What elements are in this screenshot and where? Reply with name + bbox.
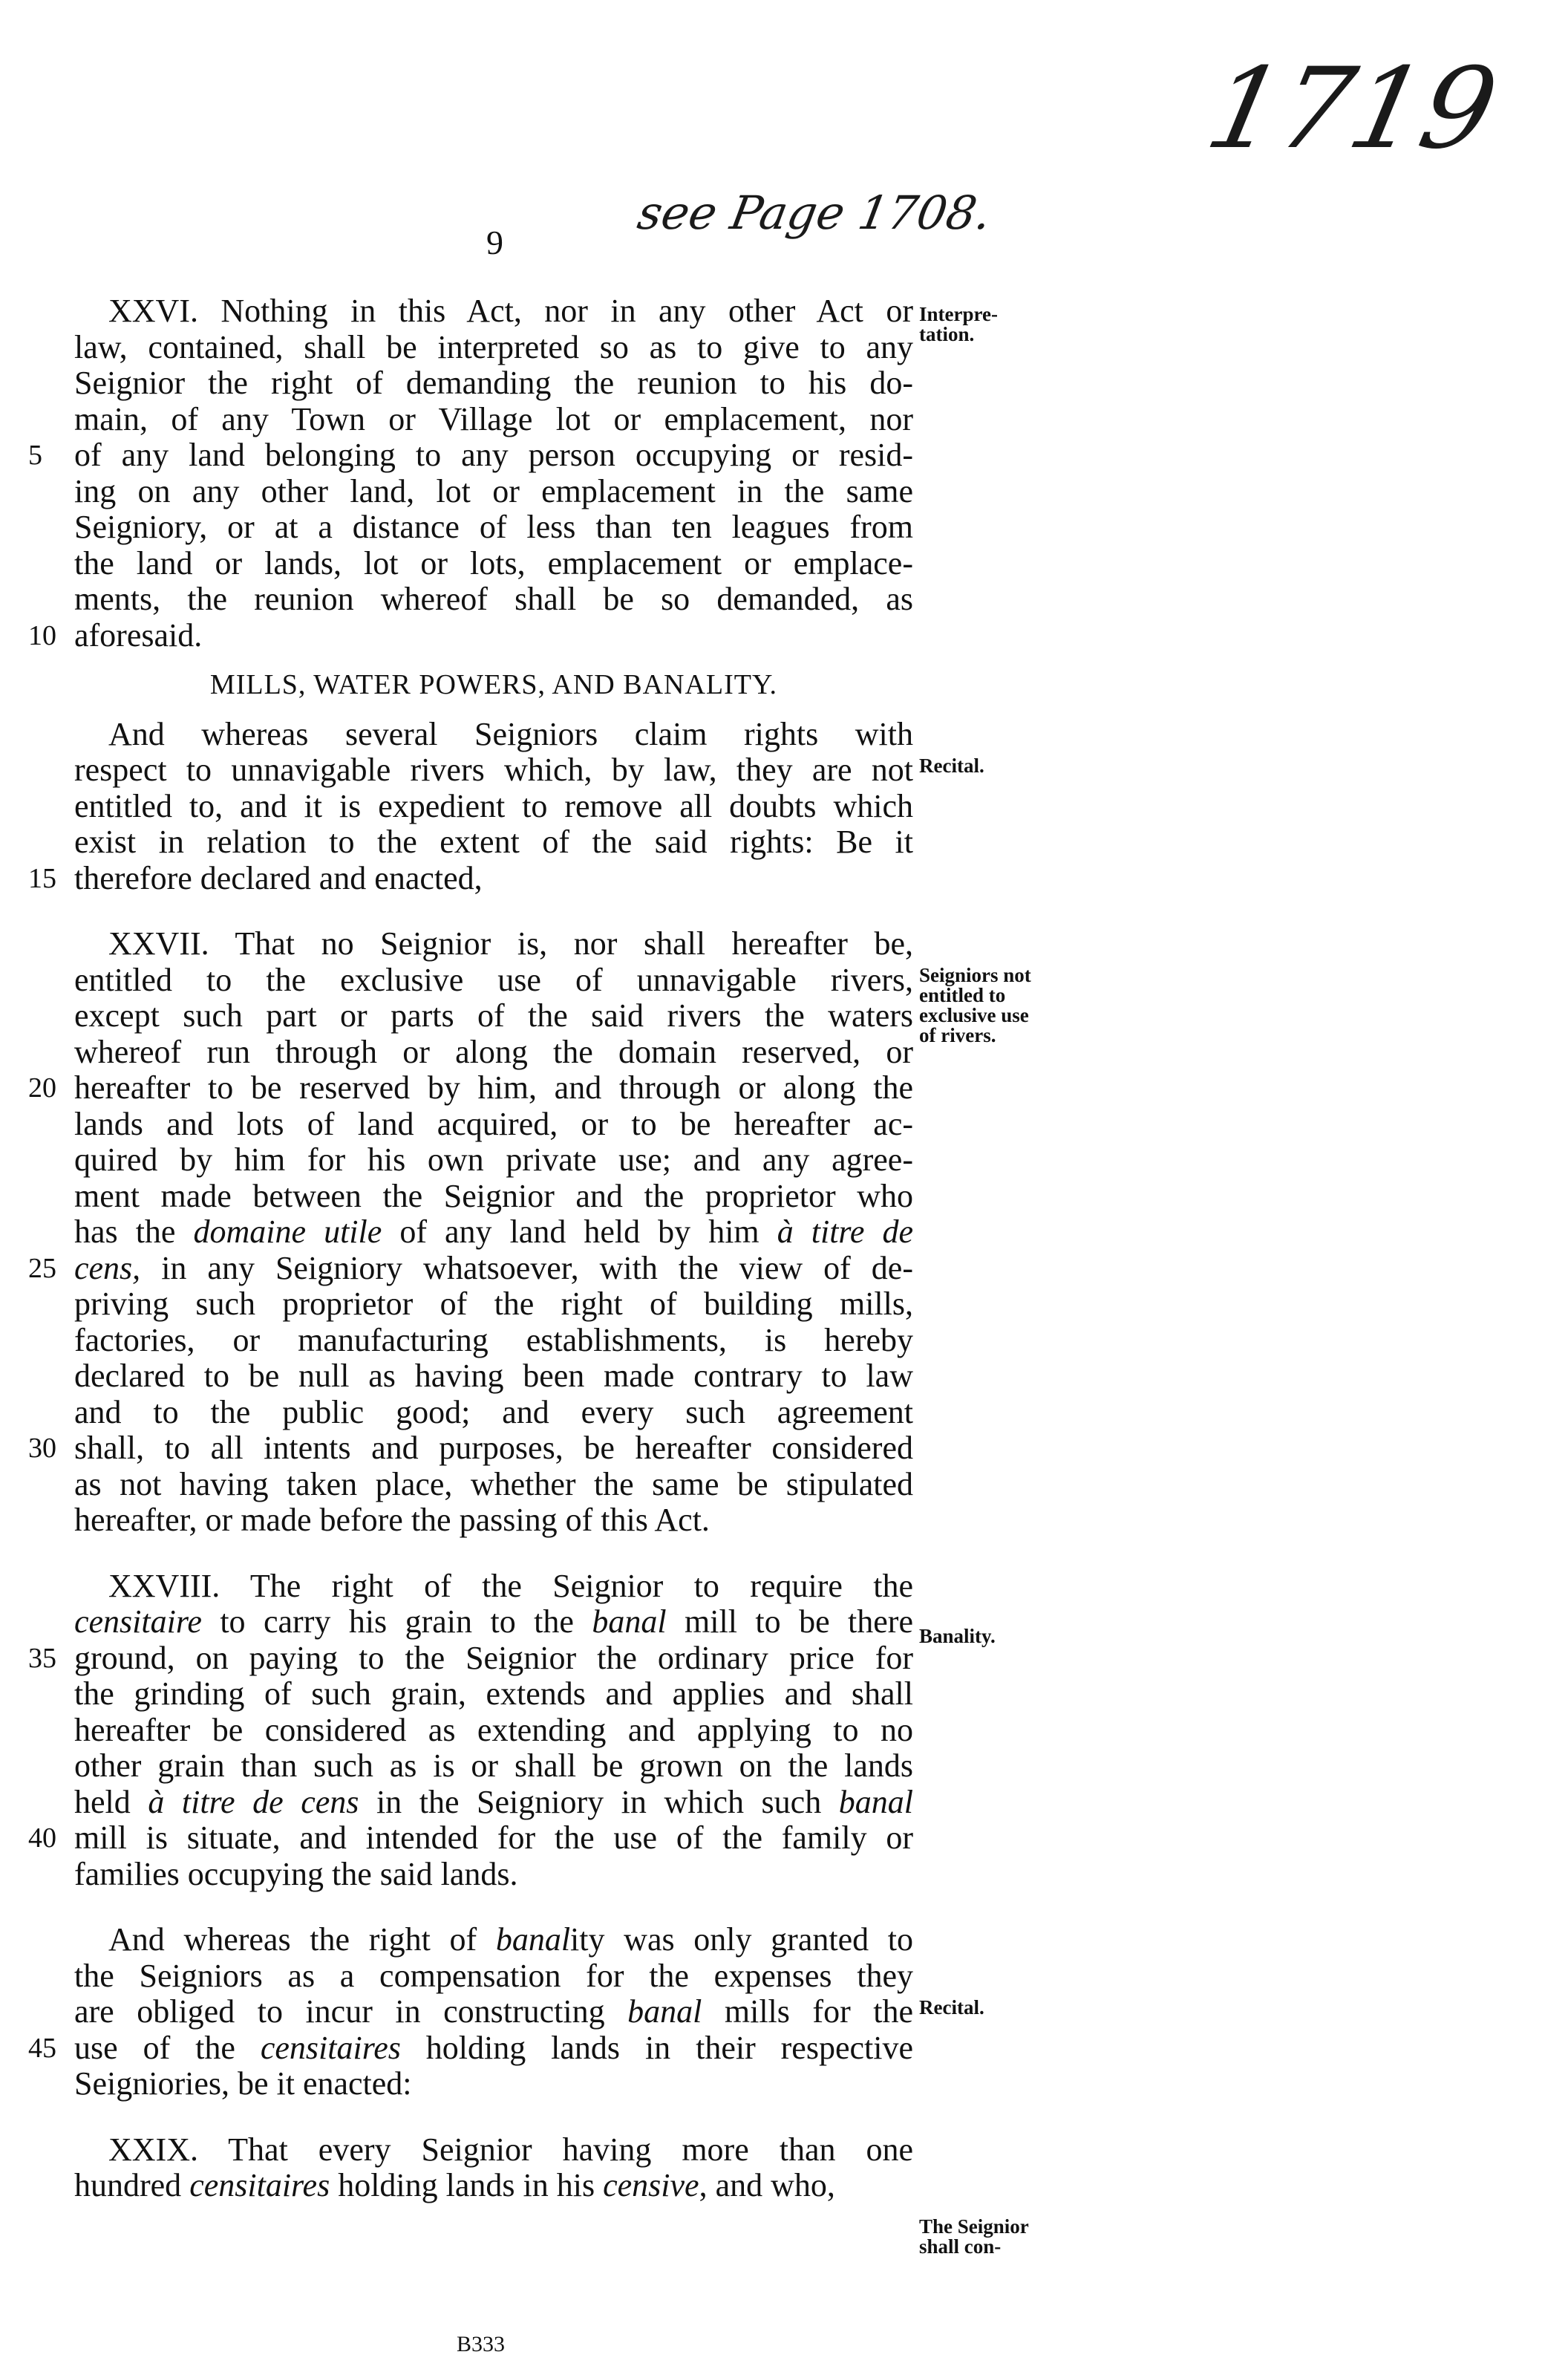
handwritten-page-number: 1719: [1196, 45, 1508, 174]
paragraph-gap: [74, 896, 913, 926]
text-line: Seigniories, be it enacted:: [74, 2065, 412, 2102]
text-line: except such part or parts of the said rivers the waters: [74, 997, 913, 1034]
margin-note-interpretation: Interpre- tation.: [919, 303, 998, 345]
margin-note-banality: Banality.: [919, 1625, 996, 1647]
text-line: are obliged to incur in constructing banal mills for the: [74, 1993, 913, 2030]
text-line: priving such proprietor of the right of building mills,: [74, 1286, 913, 1322]
text-line: hereafter, or made before the passing of this Act.: [74, 1502, 710, 1538]
margin-note-seignior: The Seignior shall con-: [919, 2215, 1029, 2258]
text-line: quired by him for his own private use; and any agree-: [74, 1141, 913, 1178]
margin-note-rivers: Seigniors not entitled to exclusive use of rivers.: [919, 964, 1031, 1046]
text-line: of any land belonging to any person occupying or resid- 5: [28, 437, 913, 473]
text-line: has the domaine utile of any land held by him à titre de: [74, 1213, 914, 1250]
paragraph-gap: [74, 2102, 913, 2132]
paragraph: [28, 1567, 913, 1893]
line-number: 5: [28, 440, 42, 471]
handwritten-note: see Page 1708.: [633, 186, 996, 240]
paragraph: [28, 715, 913, 897]
line-number: 35: [28, 1642, 56, 1674]
line-number: 15: [28, 862, 56, 894]
text-line: whereof run through or along the domain reserved, or: [74, 1033, 913, 1070]
body-text: [28, 293, 914, 2204]
line-number: 40: [28, 1822, 56, 1854]
page-number: 9: [486, 224, 503, 261]
paragraph: [74, 2132, 913, 2204]
text-line: XXVI. Nothing in this Act, nor in any other Act or: [108, 293, 913, 329]
paragraph: [28, 1921, 914, 2102]
text-line: censitaire to carry his grain to the banal mill to be there: [74, 1603, 913, 1640]
text-line: shall, to all intents and purposes, be hereafter considered 30: [28, 1430, 913, 1466]
text-line: respect to unnavigable rivers which, by law, they are not: [74, 752, 913, 788]
line-number: 30: [28, 1433, 56, 1464]
text-line: ments, the reunion whereof shall be so demanded, as: [74, 581, 913, 617]
margin-note-recital: Recital.: [919, 755, 984, 777]
text-line: use of the censitaires holding lands in their respective 45: [28, 2029, 913, 2066]
text-line: law, contained, shall be interpreted so as to give to any: [74, 328, 913, 365]
margin-note-recital-2: Recital.: [919, 1996, 984, 2019]
paragraph-gap: [74, 1892, 913, 1922]
text-line: main, of any Town or Village lot or emplacement, nor: [74, 400, 913, 437]
text-line: Seigniory, or at a distance of less than ten leagues from: [74, 509, 913, 545]
text-line: ground, on paying to the Seignior the ordinary price for 35: [28, 1639, 913, 1676]
signature-mark: B333: [457, 2332, 506, 2356]
text-line: other grain than such as is or shall be grown on the lands: [74, 1747, 913, 1784]
line-number: 10: [28, 619, 56, 651]
line-number: 20: [28, 1072, 56, 1104]
section-heading: MILLS, WATER POWERS, AND BANALITY.: [209, 669, 778, 700]
paragraph: [28, 293, 913, 654]
text-line: hundred censitaires holding lands in his censive, and who,: [74, 2167, 835, 2203]
text-line: the grinding of such grain, extends and applies and shall: [74, 1675, 913, 1712]
text-line: held à titre de cens in the Seigniory in which such banal: [74, 1783, 913, 1820]
text-line: mill is situate, and intended for the use of the family or 40: [28, 1819, 913, 1856]
text-line: XXVIII. The right of the Seignior to require the: [108, 1567, 913, 1604]
text-line: the land or lands, lot or lots, emplacement or emplace-: [74, 544, 913, 581]
text-line: ing on any other land, lot or emplacement in the same: [74, 472, 913, 509]
paragraph-gap: [74, 1539, 913, 1568]
text-line: And whereas several Seigniors claim rights with: [108, 715, 913, 752]
text-line: aforesaid. 10: [28, 616, 203, 654]
text-line: entitled to, and it is expedient to remove all doubts which: [74, 787, 913, 824]
paragraph: [28, 925, 914, 1539]
text-line: the Seigniors as a compensation for the expenses they: [74, 1957, 913, 1994]
text-line: entitled to the exclusive use of unnavigable rivers,: [74, 961, 913, 998]
text-line: declared to be null as having been made contrary to law: [74, 1358, 913, 1394]
line-number: 45: [28, 2032, 56, 2064]
text-line: factories, or manufacturing establishments, is hereby: [74, 1321, 913, 1358]
text-line: families occupying the said lands.: [74, 1855, 518, 1892]
text-line: exist in relation to the extent of the said rights: Be it: [74, 824, 913, 860]
text-line: hereafter to be reserved by him, and through or along the 20: [28, 1069, 913, 1106]
text-line: XXIX. That every Seignior having more than one: [108, 2131, 913, 2168]
text-line: cens, in any Seigniory whatsoever, with the view of de- 25: [28, 1249, 913, 1286]
text-line: Seignior the right of demanding the reunion to his do-: [74, 365, 913, 401]
text-line: as not having taken place, whether the same be stipulated: [74, 1465, 913, 1502]
text-line: hereafter be considered as extending and applying to no: [74, 1711, 913, 1748]
text-line: and to the public good; and every such agreement: [74, 1393, 913, 1430]
text-line: And whereas the right of banality was only granted to: [108, 1921, 914, 1958]
text-line: lands and lots of land acquired, or to be hereafter ac-: [74, 1105, 913, 1142]
text-line: ment made between the Seignior and the proprietor who: [74, 1177, 913, 1214]
text-line: XXVII. That no Seignior is, nor shall hereafter be,: [108, 925, 913, 962]
line-number: 25: [28, 1252, 56, 1284]
text-line: therefore declared and enacted, 15: [28, 859, 483, 896]
